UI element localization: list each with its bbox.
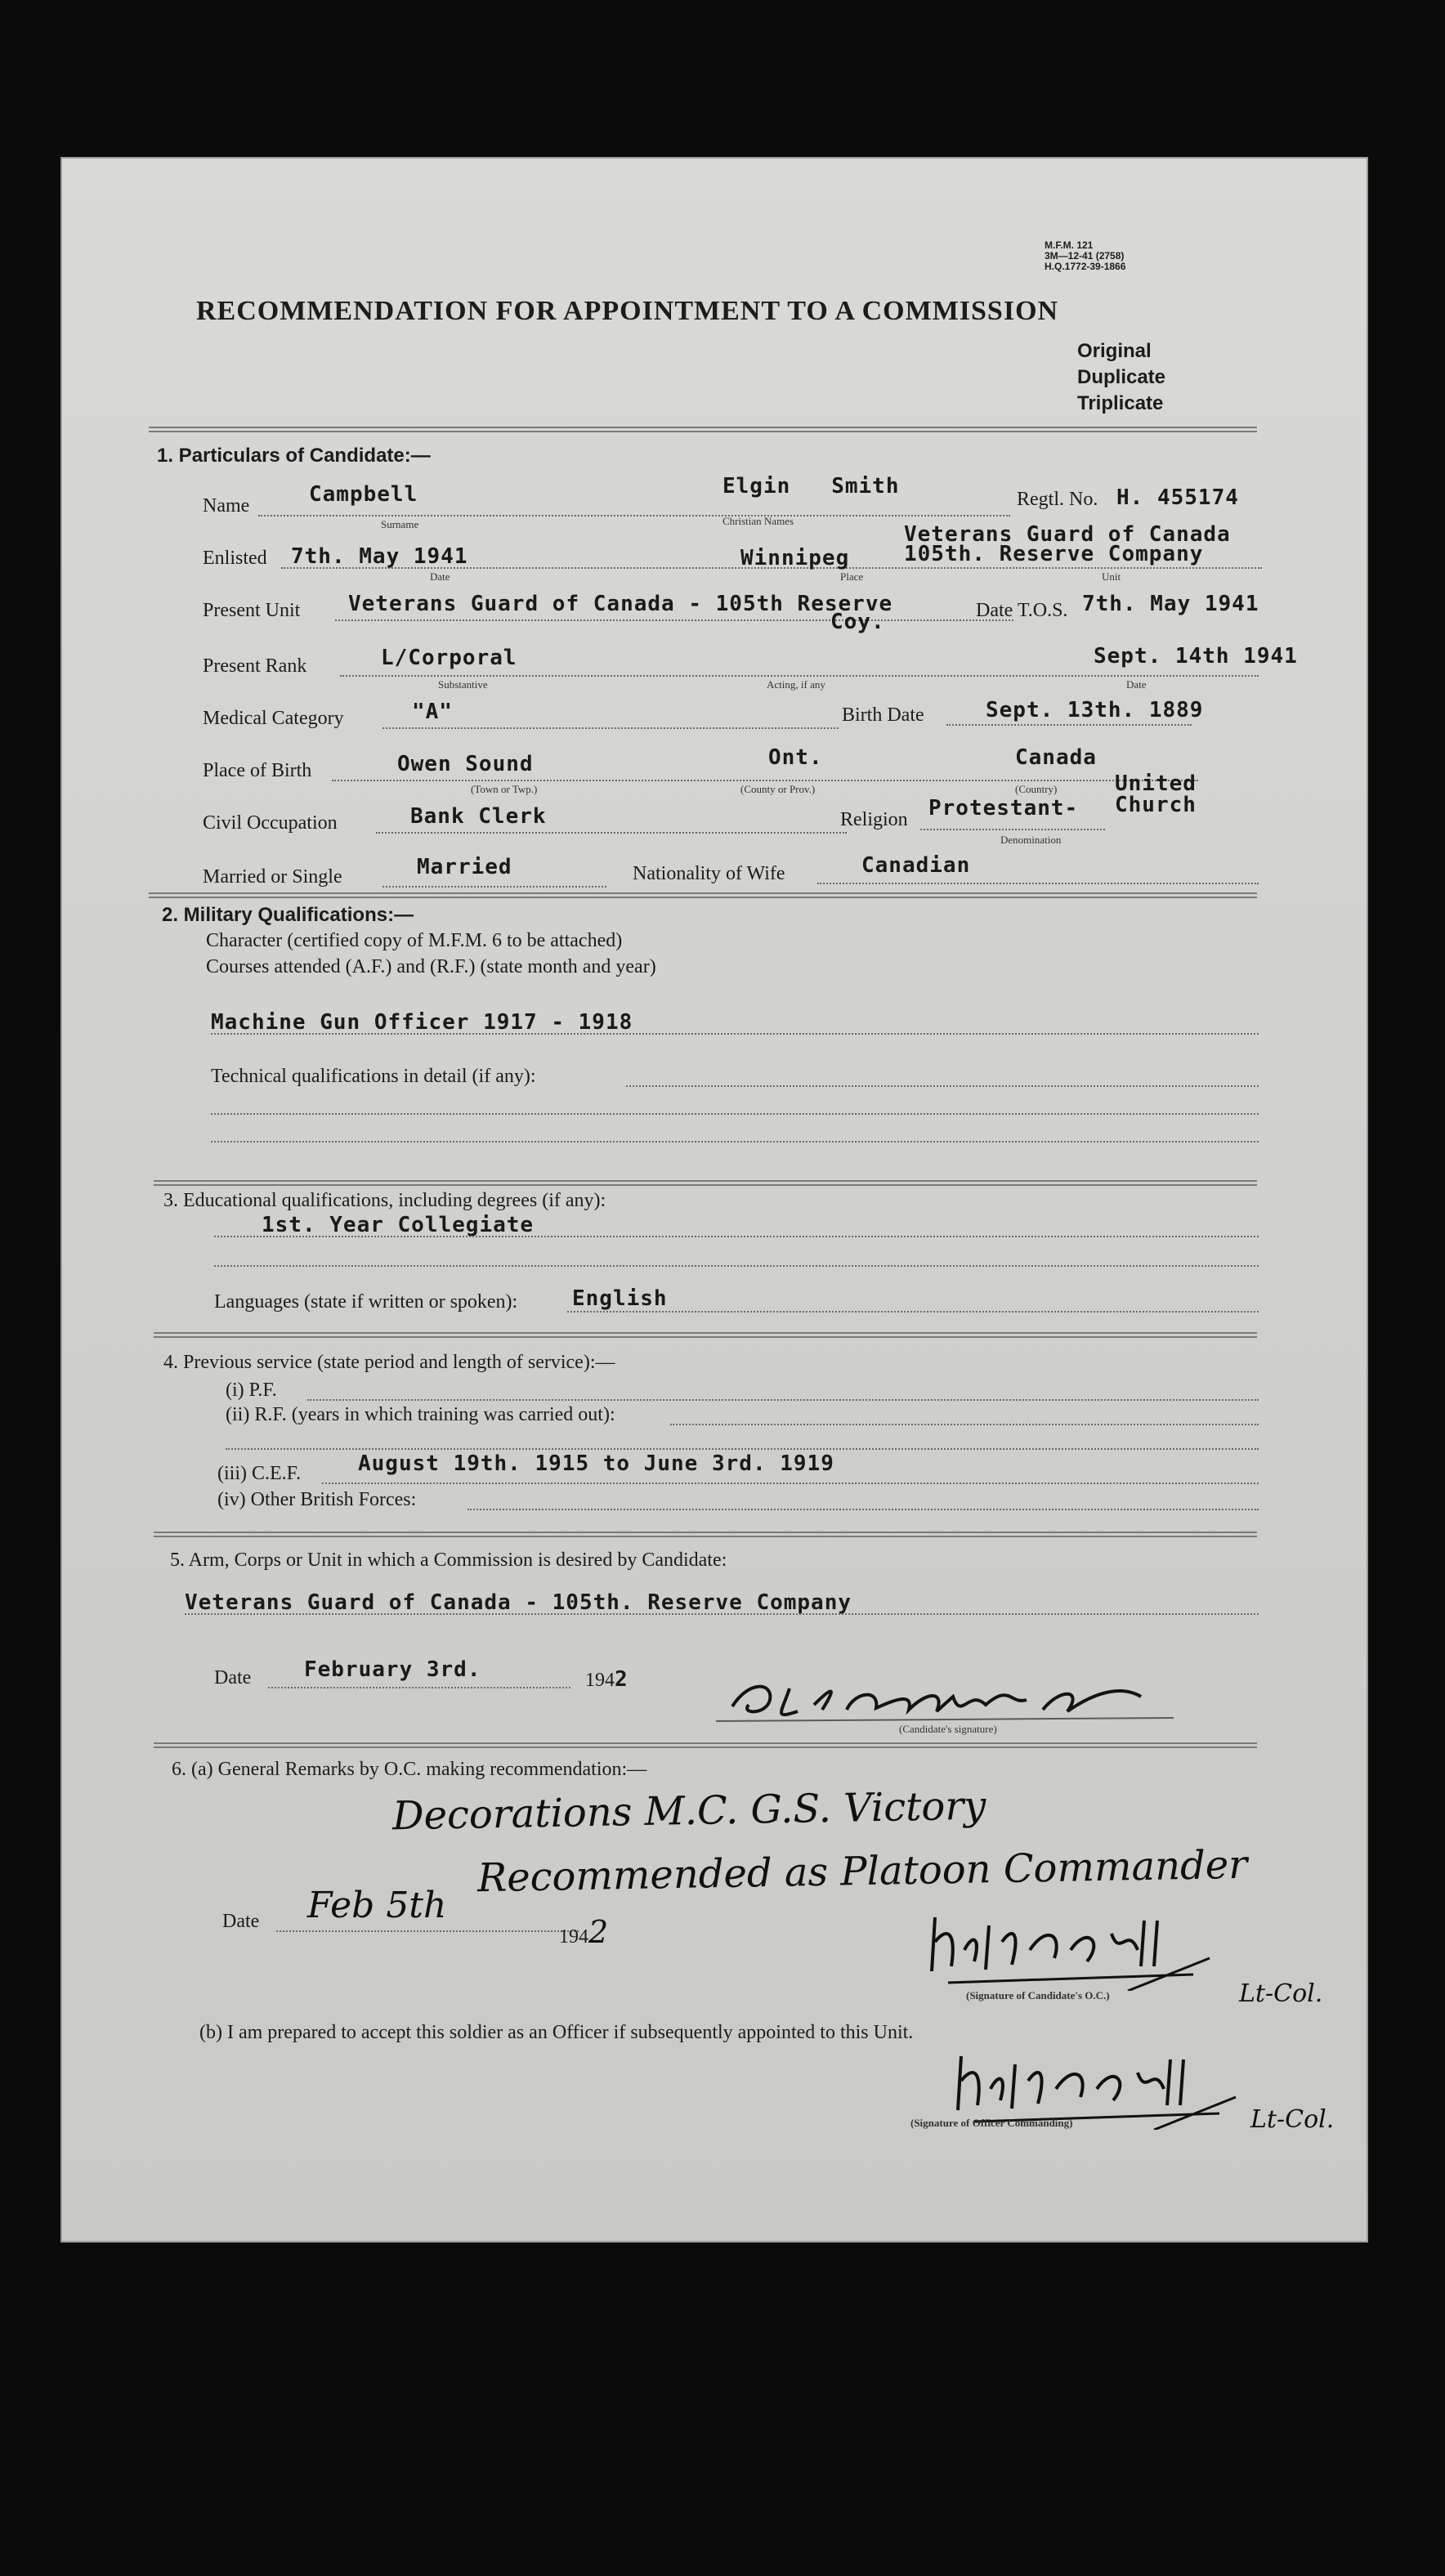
commission-unit-value: Veterans Guard of Canada - 105th. Reserve Company: [185, 1590, 852, 1615]
oc-rank: Lt-Col.: [1239, 1979, 1323, 2008]
section6b-text: (b) I am prepared to accept this soldier as an Officer if subsequently appointed to this Unit.: [199, 2022, 914, 2043]
divider: [149, 892, 1257, 898]
section4-heading: 4. Previous service (state period and length of service):—: [163, 1352, 615, 1373]
section6-date-value: Feb 5th: [307, 1885, 447, 1926]
married-value: Married: [417, 855, 512, 879]
married-line: [382, 886, 606, 888]
education-value: 1st. Year Collegiate: [262, 1213, 535, 1237]
present-unit-label: Present Unit: [203, 600, 301, 621]
tos-value: 7th. May 1941: [1082, 592, 1259, 616]
section2-heading: 2. Military Qualifications:—: [162, 904, 414, 926]
birth-county-value: Ont.: [768, 745, 823, 770]
place-of-birth-label: Place of Birth: [203, 760, 312, 781]
regtl-value: H. 455174: [1116, 485, 1239, 510]
name-line: [258, 515, 1010, 517]
courses-label: Courses attended (A.F.) and (R.F.) (state month and year): [206, 956, 656, 977]
form-number-line1: M.F.M. 121: [1045, 239, 1094, 251]
medical-value: "A": [412, 700, 453, 724]
section5-heading: 5. Arm, Corps or Unit in which a Commission is desired by Candidate:: [170, 1550, 727, 1571]
unit-caption: Unit: [1102, 570, 1121, 583]
divider: [154, 1180, 1257, 1186]
present-unit-line: [335, 619, 1013, 621]
civil-occupation-label: Civil Occupation: [203, 812, 338, 834]
tos-label: Date T.O.S.: [976, 600, 1068, 621]
copy-designation: [1077, 338, 1165, 417]
section6-year-suffix: 2: [588, 1914, 609, 1950]
technical-line-3: [211, 1141, 1259, 1143]
surname-value: Campbell: [309, 482, 418, 507]
section6-year-prefix: 194: [559, 1926, 588, 1948]
section5-date-label: Date: [214, 1667, 252, 1688]
languages-value: English: [572, 1286, 668, 1311]
section6-year: [559, 1914, 608, 1950]
oc-signature-caption: (Signature of Candidate's O.C.): [966, 1989, 1110, 2001]
place-of-birth-line: [332, 780, 1198, 781]
courses-value: Machine Gun Officer 1917 - 1918: [211, 1010, 633, 1035]
cef-label: (iii) C.E.F.: [217, 1463, 302, 1484]
commanding-officer-signature-caption: (Signature of Officer Commanding): [910, 2117, 1073, 2129]
section5-date-value: February 3rd.: [304, 1657, 481, 1682]
medical-label: Medical Category: [203, 708, 344, 729]
place-caption: Place: [840, 570, 864, 583]
technical-label: Technical qualifications in detail (if any):: [211, 1066, 536, 1087]
section6-date-label: Date: [222, 1911, 260, 1932]
candidate-signature-caption: (Candidate's signature): [899, 1723, 997, 1735]
courses-line: [211, 1033, 1259, 1035]
religion-line: [920, 829, 1105, 830]
acting-caption: Acting, if any: [767, 678, 825, 691]
section5-year: [585, 1667, 629, 1692]
enlisted-date-caption: Date: [430, 570, 450, 583]
surname-caption: Surname: [381, 518, 419, 530]
languages-line: [567, 1311, 1259, 1313]
cef-value: August 19th. 1915 to June 3rd. 1919: [358, 1451, 834, 1476]
denomination-caption: Denomination: [1000, 834, 1062, 846]
form-number: [1045, 240, 1125, 272]
birth-date-label: Birth Date: [842, 704, 924, 726]
wife-nationality-line: [817, 883, 1259, 884]
copy-duplicate: Duplicate: [1077, 366, 1166, 388]
present-rank-value: L/Corporal: [381, 646, 517, 670]
married-label: Married or Single: [203, 866, 342, 888]
divider: [149, 427, 1257, 432]
section6-heading: [172, 1759, 646, 1781]
present-unit-value: Veterans Guard of Canada - 105th Reserve: [348, 592, 893, 616]
form-number-line3: H.Q.1772-39-1866: [1045, 261, 1126, 272]
section5-year-prefix: 194: [585, 1670, 615, 1691]
section5-year-suffix: 2: [615, 1667, 629, 1692]
other-forces-line: [468, 1509, 1259, 1510]
education-line: [214, 1236, 1259, 1237]
enlisted-value: 7th. May 1941: [291, 544, 468, 569]
christian-names-value: Elgin Smith: [722, 474, 900, 499]
rf-line: [670, 1424, 1259, 1425]
present-rank-line: [340, 675, 1259, 677]
section1-heading: 1. Particulars of Candidate:—: [157, 445, 431, 467]
regtl-label: Regtl. No.: [1017, 489, 1098, 510]
civil-occupation-line: [376, 832, 847, 834]
section5-date-line: [268, 1687, 570, 1688]
candidate-signature: [716, 1672, 1174, 1729]
languages-label: Languages (state if written or spoken):: [214, 1291, 518, 1313]
county-caption: (County or Prov.): [740, 783, 816, 795]
birth-date-line: [946, 724, 1192, 726]
remarks-line-2: Recommended as Platoon Commander: [476, 1841, 1248, 1902]
pf-line: [307, 1399, 1259, 1401]
wife-nationality-label: Nationality of Wife: [633, 863, 785, 884]
substantive-caption: Substantive: [438, 678, 488, 691]
birth-country-value: Canada: [1015, 745, 1097, 770]
copy-original: Original: [1077, 340, 1152, 362]
other-forces-label: (iv) Other British Forces:: [217, 1489, 417, 1510]
civil-occupation-value: Bank Clerk: [410, 804, 547, 829]
form-number-line2: 3M—12-41 (2758): [1045, 250, 1125, 262]
medical-line: [382, 727, 839, 729]
wife-nationality-value: Canadian: [861, 853, 971, 878]
religion-value-2: United Church: [1115, 771, 1197, 817]
divider: [154, 1532, 1257, 1537]
technical-line-2: [211, 1113, 1259, 1115]
commission-unit-line: [185, 1613, 1259, 1615]
form-title: RECOMMENDATION FOR APPOINTMENT TO A COMMISSION: [196, 296, 1059, 326]
divider: [154, 1332, 1257, 1338]
town-caption: (Town or Twp.): [471, 783, 538, 795]
commanding-officer-rank: Lt-Col.: [1250, 2105, 1335, 2134]
birth-town-value: Owen Sound: [397, 752, 534, 776]
education-line-2: [214, 1265, 1259, 1267]
present-rank-label: Present Rank: [203, 655, 307, 677]
cef-line: [322, 1483, 1259, 1484]
christian-names-caption: Christian Names: [722, 515, 794, 527]
pf-label: (i) P.F.: [226, 1380, 277, 1401]
remarks-line-1: Decorations M.C. G.S. Victory: [391, 1782, 986, 1840]
enlisted-label: Enlisted: [203, 548, 267, 569]
section6-date-line: [276, 1930, 579, 1932]
rank-date-caption: Date: [1126, 678, 1147, 691]
unit-value: Veterans Guard of Canada 105th. Reserve Company: [904, 522, 1231, 566]
country-caption: (Country): [1015, 783, 1058, 795]
character-label: Character (certified copy of M.F.M. 6 to be attached): [206, 930, 623, 951]
rf-line-2: [226, 1448, 1259, 1450]
section3-heading: 3. Educational qualifications, including degrees (if any):: [163, 1190, 606, 1211]
rank-date-value: Sept. 14th 1941: [1094, 644, 1298, 669]
technical-line: [626, 1085, 1259, 1087]
section6-heading-text: 6. (a) General Remarks by O.C. making recommendation:—: [172, 1759, 647, 1780]
name-label: Name: [203, 495, 250, 517]
birth-date-value: Sept. 13th. 1889: [986, 698, 1204, 722]
form-sheet: [60, 157, 1368, 2243]
rf-label: (ii) R.F. (years in which training was carried out):: [226, 1404, 615, 1425]
place-value: Winnipeg: [740, 546, 850, 570]
divider: [154, 1742, 1257, 1748]
present-unit-value-2: Coy.: [830, 610, 885, 634]
copy-triplicate: Triplicate: [1077, 392, 1164, 414]
religion-label: Religion: [840, 809, 908, 830]
oc-signature: [924, 1901, 1218, 1991]
religion-value: Protestant-: [928, 796, 1079, 821]
